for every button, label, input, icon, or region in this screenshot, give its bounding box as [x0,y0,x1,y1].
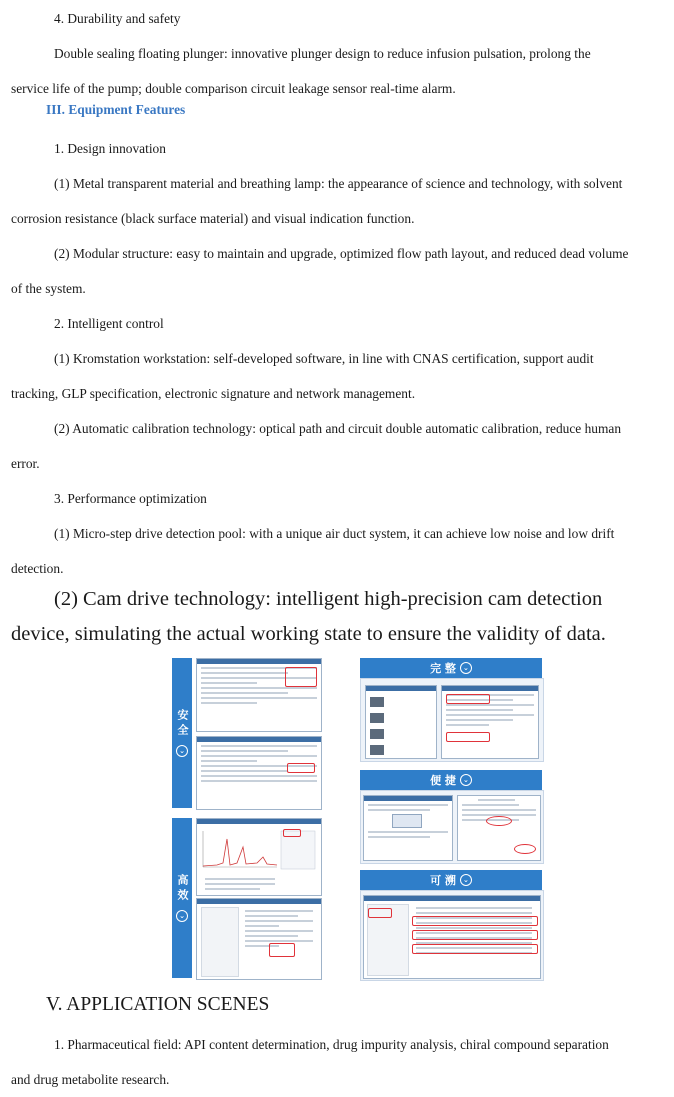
highlight-box [446,732,490,742]
highlight-box [412,944,538,954]
convenient-report [457,795,541,861]
highlight-circle [486,816,512,826]
efficient-chart-screenshot [196,818,322,896]
convenient-header [360,770,542,790]
durability-paragraph-line1: Double sealing floating plunger: innovative plunger design to reduce infusion pulsation, prolong the [54,46,591,61]
safety-circle-icon: ⌄ [176,745,188,757]
durability-paragraph-line2: service life of the pump; double comparison circuit leakage sensor real-time alarm. [11,81,456,96]
safety-label: 安全 [176,709,189,739]
performance-item2-line1: (2) Cam drive technology: intelligent high-precision cam detection [54,588,603,610]
highlight-box [412,930,538,940]
control-item2-line1: (2) Automatic calibration technology: optical path and circuit double automatic calibration, reduce human [54,421,622,436]
intelligent-control-heading: 2. Intelligent control [54,316,164,331]
highlight-box [287,763,315,773]
highlight-box [285,667,317,687]
design-item2-line2: of the system. [11,281,86,296]
complete-label: 完 整 [430,662,456,675]
highlight-box [446,694,490,704]
control-item1-line1: (1) Kromstation workstation: self-developed software, in line with CNAS certification, support audit [54,351,594,366]
design-innovation-heading: 1. Design innovation [54,141,166,156]
efficient-label: 高效 [176,874,189,904]
application-item1-line1: 1. Pharmaceutical field: API content determination, drug impurity analysis, chiral compound separation [54,1037,609,1052]
traceable-panel [360,890,544,981]
efficient-settings-screenshot [196,898,322,980]
complete-dialog [441,685,539,759]
highlight-box [412,916,538,926]
highlight-circle [514,844,536,854]
complete-circle-icon: ⌄ [460,662,472,674]
software-features-collage [172,658,542,979]
application-scenes-heading: V. APPLICATION SCENES [46,994,270,1015]
traceable-label: 可 溯 [430,874,456,887]
control-item1-line2: tracking, GLP specification, electronic signature and network management. [11,386,416,401]
durability-heading: 4. Durability and safety [54,11,181,26]
performance-item2-line2: device, simulating the actual working state to ensure the validity of data. [11,623,606,645]
convenient-circle-icon: ⌄ [460,774,472,786]
safety-screenshot-bottom [196,736,322,810]
application-item1-line2: and drug metabolite research. [11,1072,170,1087]
audit-trail-screenshot [363,895,541,979]
safety-tab [172,658,192,808]
design-item1-line1: (1) Metal transparent material and breathing lamp: the appearance of science and technology, with solvent [54,176,623,191]
convenient-label: 便 捷 [430,774,456,787]
performance-item1-line2: detection. [11,561,64,576]
traceable-circle-icon: ⌄ [460,874,472,886]
efficient-tab [172,818,192,978]
convenient-dialog [363,795,453,861]
design-item1-line2: corrosion resistance (black surface material) and visual indication function. [11,211,415,226]
highlight-box [368,908,392,918]
complete-sequence-list [365,685,437,759]
efficient-circle-icon: ⌄ [176,910,188,922]
performance-item1-line1: (1) Micro-step drive detection pool: with a unique air duct system, it can achieve low noise and low drift [54,526,615,541]
performance-heading: 3. Performance optimization [54,491,207,506]
complete-panel [360,678,544,762]
safety-screenshot-top [196,658,322,732]
control-item2-line2: error. [11,456,40,471]
highlight-box [283,829,301,837]
equipment-features-heading: III. Equipment Features [46,102,186,117]
complete-header [360,658,542,678]
convenient-panel [360,790,544,864]
highlight-box [269,943,295,957]
design-item2-line1: (2) Modular structure: easy to maintain and upgrade, optimized flow path layout, and reduced dead volume [54,246,629,261]
traceable-header [360,870,542,890]
